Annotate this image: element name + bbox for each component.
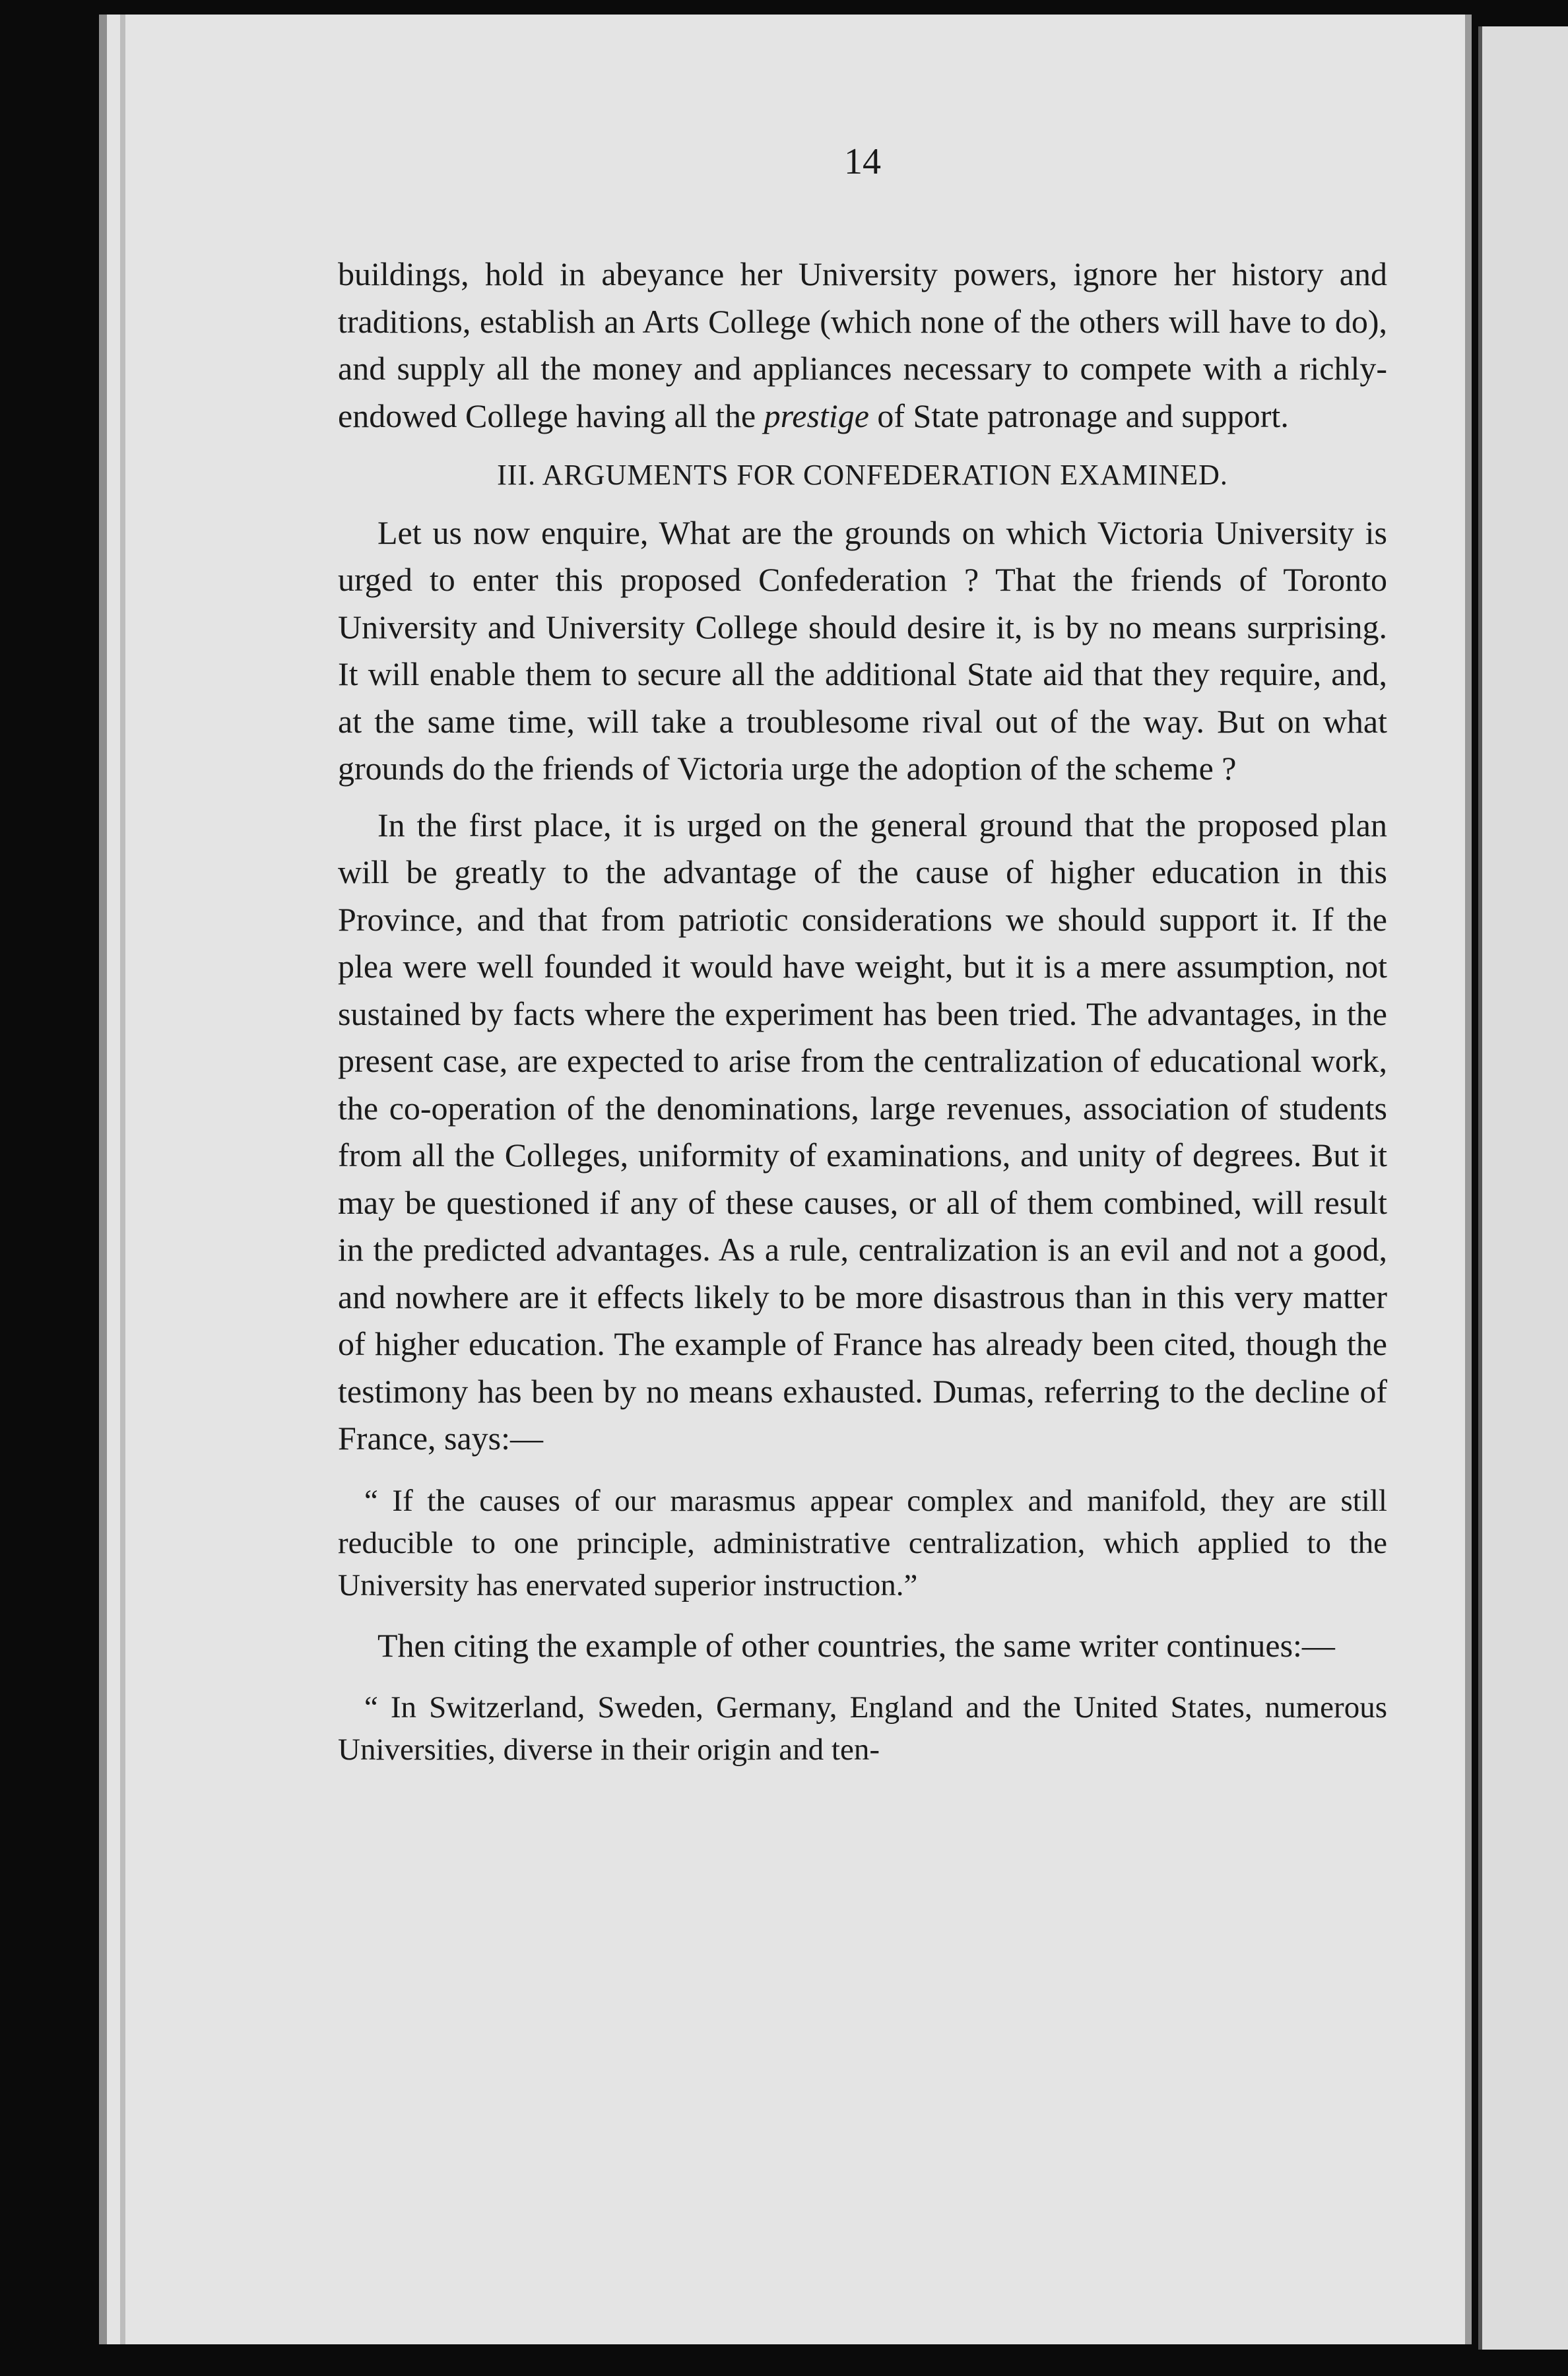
paragraph-continued: buildings, hold in abeyance her University powers, ignore her history and traditions, establish an Arts College (which none of the others will have to do), and supply all the money and appliances necessary to compete with a richly-endowed College having all the prestige of State patronage and support. (338, 255, 1387, 434)
paragraph-first-place: In the first place, it is urged on the general ground that the proposed plan will be greatly to the advantage of the cause of higher education in this Province, and that from patriotic considerations we should support it. If the plea were well founded it would have weight, but it is a mere assumption, not sustained by facts where the experiment has been tried. The advantages, in the present case, are expected to arise from the centralization of educational work, the co-operation of the denominations, large revenues, association of students from all the Colleges, uniformity of examinations, and unity of degrees. But it may be questioned if any of these causes, or all of them combined, will result in the predicted advantages. As a rule, centralization is an evil and not a good, and nowhere are it effects likely to be more disastrous than in this very matter of higher education. The example of France has already been cited, though the testimony has been by no means exhausted. Dumas, referring to the decline of France, says:— (338, 806, 1387, 1457)
adjacent-page-edge (1478, 26, 1568, 2350)
quote-dumas: “ If the causes of our marasmus appear complex and manifold, they are still reducible to one principle, administrative centralization, which applied to the University has enervated superior instruction.” (338, 1483, 1387, 1602)
section-heading: III. ARGUMENTS FOR CONFEDERATION EXAMINED. (497, 459, 1228, 491)
paragraph-enquire: Let us now enquire, What are the grounds on which Victoria University is urged to enter this proposed Confederation ? That the friends of Toronto University and University College should desire it, is by no means surprising. It will enable them to secure all the additional State aid that they require, and, at the same time, will take a troublesome rival out of the way. But on what grounds do the friends of Victoria urge the adoption of the scheme ? (338, 513, 1387, 787)
quote-countries: “ In Switzerland, Sweden, Germany, England and the United States, numerous Universities, diverse in their origin and ten- (338, 1690, 1387, 1767)
page-text: 14 buildings, hold in abeyance her University powers, ignore her history and traditions, establish an Arts College (which none of the others will have to do), and supply all the money and appliances necessary to compete with a richly-endowed College having all the prestige of State patronage and support. III. ARGUMENTS FOR CONFEDERATION EXAMINED. Let us now enquire, What are the grounds on which Victoria University is urged to enter this proposed Confederation ? That the friends of Toronto University and University College should desire it, is by no means surprising. It will enable them to secure all the additional State aid that they require, and, at the same time, will take a troublesome rival out of the way. But on what grounds do the friends of Victoria urge the adoption of the scheme ? In the first place, it is urged on the general ground that the proposed plan will be greatly to the advantage of the cause of higher education in this Province, and that from patriotic considerations we should support it. If the plea were well founded it would have weight, but it is a mere assumption, not sustained by facts where the experiment has been tried. The advantages, in the present case, are expected to arise from the centralization of educational work, the co-operation of the denominations, large revenues, association of students from all the Colleges, uniformity of examinations, and unity of degrees. But it may be questioned if any of these causes, or all of them combined, will result in the predicted advantages. As a rule, centralization is an evil and not a good, and nowhere are it effects likely to be more disastrous than in this very matter of higher education. The example of France has already been cited, though the testimony has been by no means exhausted. Dumas, referring to the decline of France, says:— “ If the causes of our marasmus appear complex and manifold, they are still reducible to one principle, administrative centralization, which applied to the University has enervated superior instruction.” Then citing the example of other countries, the same writer continues:— “ In Switzerland, Sweden, Germany, England and the United States, numerous Universities, diverse in their origin and ten- (338, 180, 1387, 1787)
book-page (99, 15, 1472, 2344)
paragraph-citing: Then citing the example of other countries, the same writer continues:— (377, 1626, 1335, 1664)
